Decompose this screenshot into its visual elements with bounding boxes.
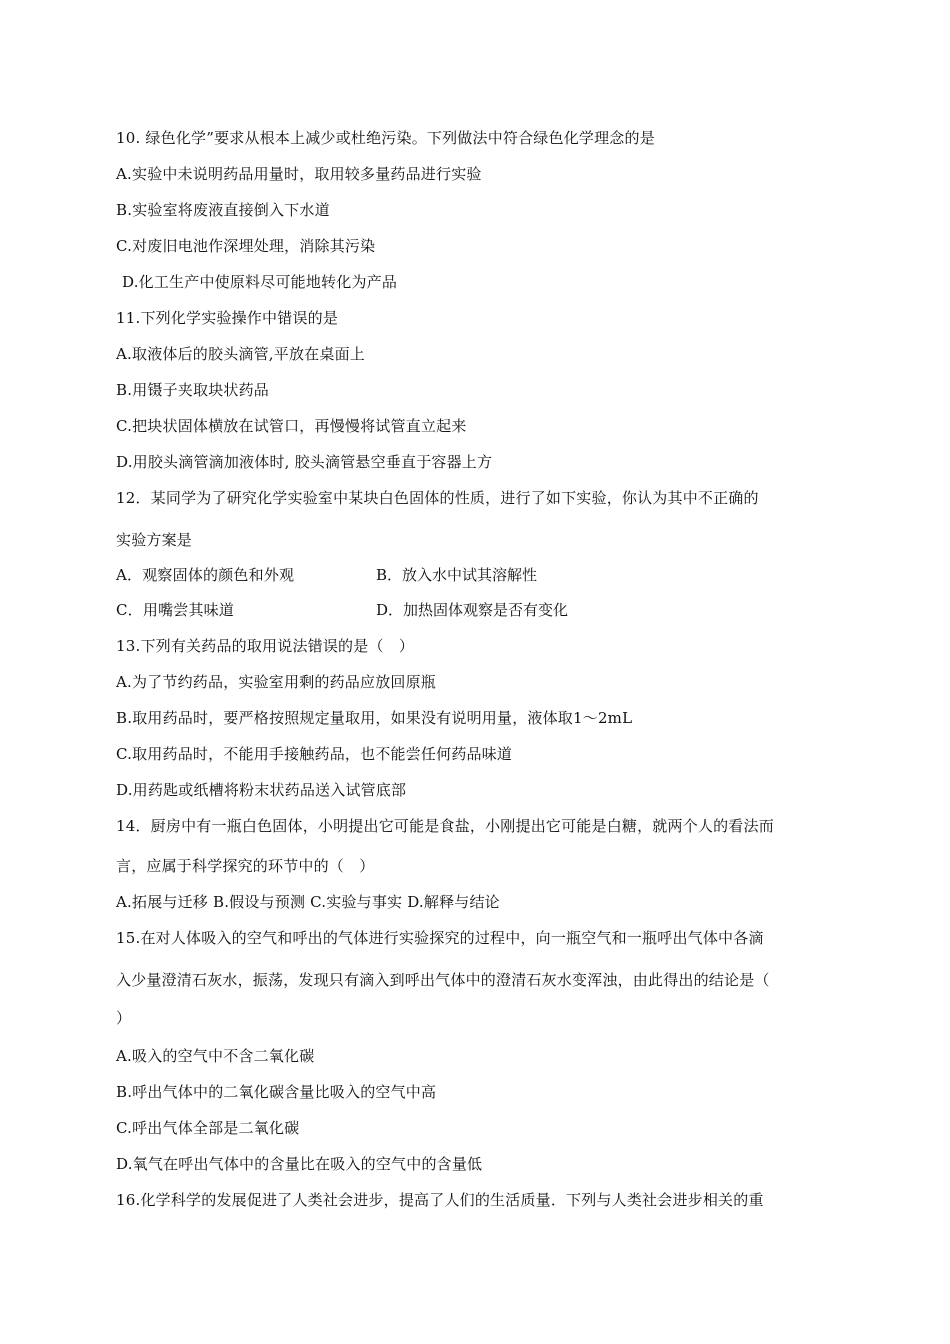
q15-option-a: A.吸入的空气中不含二氧化碳 — [116, 1047, 315, 1065]
q11-option-d: D.用胶头滴管滴加液体时, 胶头滴管悬空垂直于容器上方 — [116, 453, 493, 471]
q13-option-a: A.为了节约药品，实验室用剩的药品应放回原瓶 — [116, 673, 437, 691]
q10-option-c: C.对废旧电池作深埋处理，消除其污染 — [116, 237, 376, 255]
q15-stem-line3: ） — [116, 1009, 132, 1027]
q11-option-c: C.把块状固体横放在试管口，再慢慢将试管直立起来 — [116, 417, 467, 435]
q12-stem-line1: 12．某同学为了研究化学实验室中某块白色固体的性质，进行了如下实验，你认为其中不正确的 — [116, 489, 759, 507]
q12-option-b: B．放入水中试其溶解性 — [376, 566, 538, 584]
q14-options: A.拓展与迁移 B.假设与预测 C.实验与事实 D.解释与结论 — [116, 893, 500, 911]
q10-option-a: A.实验中未说明药品用量时，取用较多量药品进行实验 — [116, 165, 482, 183]
q14-stem-line1: 14．厨房中有一瓶白色固体，小明提出它可能是食盐，小刚提出它可能是白糖，就两个人的看法而 — [116, 817, 774, 835]
q12-option-a: A．观察固体的颜色和外观 — [116, 566, 295, 584]
q11-stem: 11.下列化学实验操作中错误的是 — [116, 309, 339, 327]
q11-option-a: A.取液体后的胶头滴管,平放在桌面上 — [116, 345, 365, 363]
q13-stem: 13.下列有关药品的取用说法错误的是（ ） — [116, 637, 415, 655]
q15-option-d: D.氧气在呼出气体中的含量比在吸入的空气中的含量低 — [116, 1155, 483, 1173]
q15-stem-line1: 15.在对人体吸入的空气和呼出的气体进行实验探究的过程中，向一瓶空气和一瓶呼出气体中各滴 — [116, 929, 764, 947]
q10-stem: 10. 绿色化学”要求从根本上减少或杜绝污染。下列做法中符合绿色化学理念的是 — [116, 129, 655, 147]
q12-option-c: C．用嘴尝其味道 — [116, 601, 235, 619]
q10-option-d: D.化工生产中使原料尽可能地转化为产品 — [122, 273, 398, 291]
q13-option-b: B.取用药品时，要严格按照规定量取用，如果没有说明用量，液体取1～2mL — [116, 709, 633, 727]
q12-stem-line2: 实验方案是 — [116, 531, 193, 549]
q10-option-b: B.实验室将废液直接倒入下水道 — [116, 201, 330, 219]
q15-stem-line2: 入少量澄清石灰水，振荡，发现只有滴入到呼出气体中的澄清石灰水变浑浊，由此得出的结论是（ — [116, 971, 770, 989]
q12-option-d: D．加热固体观察是否有变化 — [376, 601, 569, 619]
q15-option-c: C.呼出气体全部是二氧化碳 — [116, 1119, 300, 1137]
q16-stem-line1: 16.化学科学的发展促进了人类社会进步，提高了人们的生活质量．下列与人类社会进步相关的重 — [116, 1191, 764, 1209]
q15-option-b: B.呼出气体中的二氧化碳含量比吸入的空气中高 — [116, 1083, 437, 1101]
q14-stem-line2: 言，应属于科学探究的环节中的（ ） — [116, 857, 375, 875]
q11-option-b: B.用镊子夹取块状药品 — [116, 381, 269, 399]
q13-option-d: D.用药匙或纸槽将粉末状药品送入试管底部 — [116, 781, 407, 799]
q13-option-c: C.取用药品时，不能用手接触药品，也不能尝任何药品味道 — [116, 745, 513, 763]
